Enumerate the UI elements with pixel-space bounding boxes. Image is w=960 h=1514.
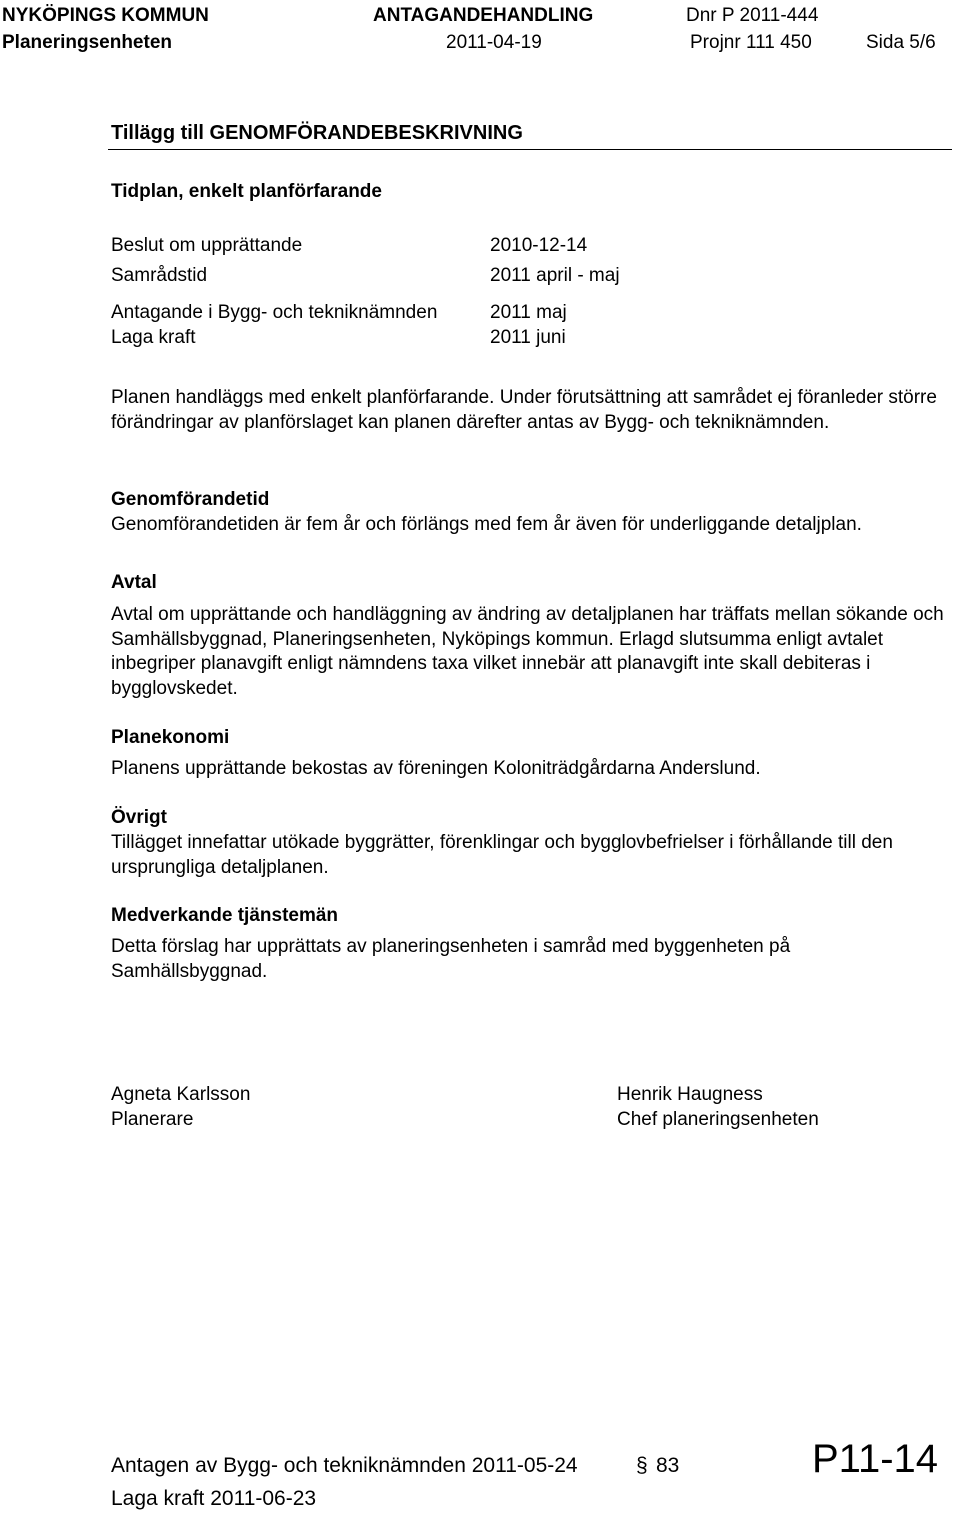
timeplan-value: 2010-12-14 (490, 235, 588, 256)
section-heading: Planekonomi (111, 727, 230, 748)
timeplan-label: Beslut om upprättande (111, 235, 303, 256)
footer-in-force: Laga kraft 2011-06-23 (111, 1487, 317, 1510)
section-heading: Övrigt (111, 807, 167, 828)
timeplan-heading: Tidplan, enkelt planförfarande (111, 181, 382, 202)
timeplan-text: Planen handläggs med enkelt planförfarande. Under förutsättning att samrådet ej föranleder större förändringar av planförslaget kan planen därefter antas av Bygg- och tekniknämnden. (111, 387, 937, 433)
section-heading: Medverkande tjänstemän (111, 905, 339, 926)
timeplan-value: 2011 juni (490, 327, 566, 348)
timeplan-label: Laga kraft (111, 327, 196, 348)
header-org: NYKÖPINGS KOMMUN (2, 5, 209, 26)
section-heading: Genomförandetid (111, 489, 270, 510)
timeplan-label: Antagande i Bygg- och tekniknämnden (111, 302, 438, 323)
section-heading: Avtal (111, 572, 157, 593)
header-projnr: Projnr 111 450 (690, 32, 812, 53)
timeplan-value: 2011 maj (490, 302, 567, 323)
section-text: Avtal om upprättande och handläggning av ändring av detaljplanen har träffats mellan sökande och Samhällsbyggnad, Planeringsenheten, Nyköpings kommun. Erlagd slutsumma enligt avtalet inbegriper planavgift enligt nämndens taxa vilket innebär att planavgift inte skall debiteras i bygglovskedet. (111, 604, 944, 699)
section-text: Planens upprättande bekostas av föreningen Koloniträdgårdarna Anderslund. (111, 758, 761, 779)
timeplan-value: 2011 april - maj (490, 265, 620, 286)
timeplan-label: Samrådstid (111, 265, 208, 286)
title-rule (108, 149, 952, 150)
footer-paragraph-number: 83 (656, 1454, 680, 1477)
section-text: Tillägget innefattar utökade byggrätter, förenklingar och bygglovbefrielser i förhållande till den ursprungliga detaljplanen. (111, 832, 893, 878)
header-date: 2011-04-19 (446, 32, 542, 53)
footer-adopted: Antagen av Bygg- och tekniknämnden 2011-05-24 (111, 1454, 578, 1477)
signature-name: Agneta Karlsson (111, 1084, 251, 1105)
header-page: Sida 5/6 (866, 32, 936, 53)
signature-role: Planerare (111, 1109, 194, 1130)
section-text: Genomförandetiden är fem år och förlängs med fem år även för underliggande detaljplan. (111, 514, 862, 535)
plan-code: P11-14 (812, 1437, 939, 1481)
footer-section-mark: § (636, 1454, 648, 1477)
signature-role: Chef planeringsenheten (617, 1109, 819, 1130)
section-text: Detta förslag har upprättats av planeringsenheten i samråd med byggenheten på Samhällsbyggnad. (111, 936, 791, 982)
header-doc-type: ANTAGANDEHANDLING (373, 5, 594, 26)
signature-name: Henrik Haugness (617, 1084, 763, 1105)
document-title: Tillägg till GENOMFÖRANDEBESKRIVNING (111, 122, 523, 144)
header-unit: Planeringsenheten (2, 32, 172, 53)
header-dnr: Dnr P 2011-444 (686, 5, 819, 26)
